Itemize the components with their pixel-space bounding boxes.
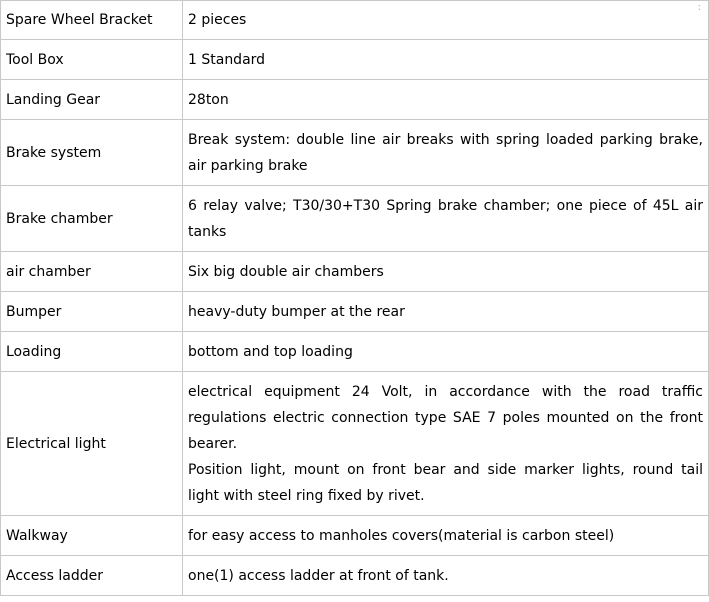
table-row (1, 80, 709, 120)
row-label-brake-chamber: Brake chamber (1, 186, 183, 252)
row-value-walkway (183, 516, 709, 556)
value-line: one(1) access ladder at front of tank. (188, 567, 449, 584)
value-line: tanks (188, 223, 227, 240)
value-line: light with steel ring fixed by rivet. (188, 487, 425, 504)
table-row (1, 252, 709, 292)
row-label-access-ladder: Access ladder (1, 556, 183, 596)
value-line: 2 pieces (188, 12, 247, 28)
row-value-landing-gear (183, 80, 709, 120)
value-line: for easy access to manholes covers(material is carbon steel) (188, 527, 615, 544)
value-line: 1 Standard (188, 51, 266, 68)
row-value-bumper (183, 292, 709, 332)
value-line: Position light, mount on front bear and side marker lights, round tail (188, 461, 703, 478)
row-label-bumper: Bumper (1, 292, 183, 332)
row-value-air-chamber (183, 252, 709, 292)
value-line: 6 relay valve; T30/30+T30 Spring brake chamber; one piece of 45L air (188, 197, 703, 214)
row-label-air-chamber: air chamber (1, 252, 183, 292)
table-row (1, 516, 709, 556)
row-label-landing-gear: Landing Gear (1, 80, 183, 120)
row-value-electrical-light (183, 372, 709, 516)
value-line: air parking brake (188, 157, 308, 174)
row-label-loading: Loading (1, 332, 183, 372)
table-row (1, 556, 709, 596)
value-line: Six big double air chambers (188, 263, 384, 280)
value-line: bottom and top loading (188, 343, 353, 360)
value-line: regulations electric connection type SAE 7 poles mounted on the front (188, 409, 703, 426)
value-line: electrical equipment 24 Volt, in accordance with the road traffic (188, 383, 703, 400)
row-value-tool-box (183, 40, 709, 80)
row-label-brake-system: Brake system (1, 120, 183, 186)
table-row (1, 186, 709, 252)
table-row (1, 292, 709, 332)
value-line: heavy-duty bumper at the rear (188, 303, 405, 320)
row-value-spare-wheel-bracket (183, 1, 709, 40)
corner-mark: : (697, 2, 701, 13)
table-row (1, 372, 709, 516)
value-line: 28ton (188, 91, 229, 108)
table-row (1, 40, 709, 80)
value-line: bearer. (188, 435, 238, 452)
row-value-brake-system (183, 120, 709, 186)
table-row (1, 120, 709, 186)
table-row (1, 1, 709, 40)
row-label-electrical-light: Electrical light (1, 372, 183, 516)
row-label-tool-box: Tool Box (1, 40, 183, 80)
row-label-spare-wheel-bracket: Spare Wheel Bracket (1, 1, 183, 40)
row-label-walkway: Walkway (1, 516, 183, 556)
table-row (1, 332, 709, 372)
value-line: Break system: double line air breaks with spring loaded parking brake, (188, 131, 703, 148)
row-value-access-ladder (183, 556, 709, 596)
row-value-brake-chamber (183, 186, 709, 252)
row-value-loading (183, 332, 709, 372)
